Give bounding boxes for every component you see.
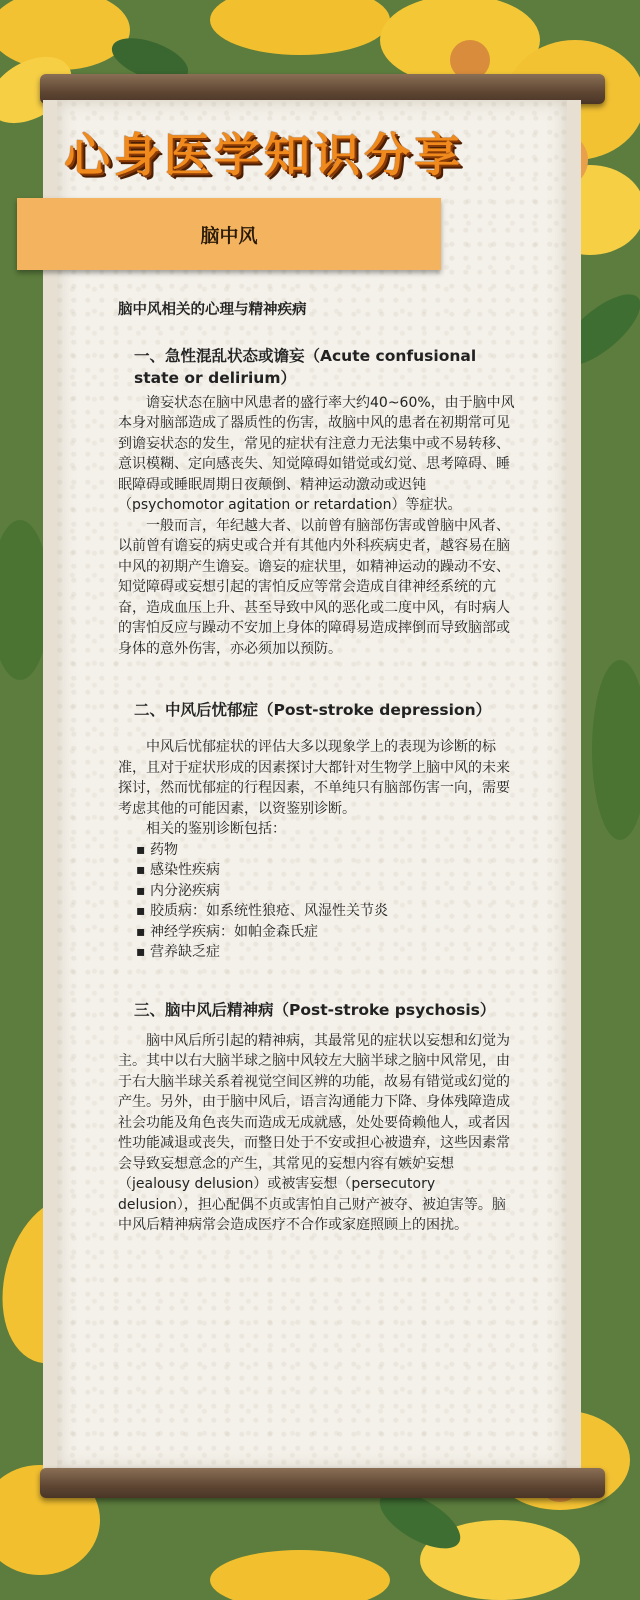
page-title: 心身医学知识分享 (64, 128, 464, 182)
section-paragraph: 相关的鉴别诊断包括： (146, 821, 286, 837)
section-paragraph: 中风后忧郁症状的评估大多以现象学上的表现为诊断的标准，且对于症状形成的因素探讨大都针对生物学上脑中风的未来探讨，然而忧郁症的行程因素，不单纯只有脑部伤害一向，需要考虑其他的可能因素，以资鉴别诊断。 (118, 739, 510, 817)
section-title: 三、脑中风后精神病（Post-stroke psychosis） (134, 1000, 496, 1019)
list-item: ▪ 胶质病：如系统性狼疮、风湿性关节炎 (118, 901, 518, 922)
list-item: ▪ 内分泌疾病 (118, 881, 518, 902)
paper-edge-right (567, 100, 581, 1470)
list-item: ▪ 神经学疾病：如帕金森氏症 (118, 922, 518, 943)
diagnosis-list (118, 840, 518, 963)
paper-edge-left (43, 100, 57, 1470)
section-paragraph: 一般而言，年纪越大者、以前曾有脑部伤害或曾脑中风者、以前曾有谵妄的病史或合并有其他内外科疾病史者，越容易在脑中风的初期产生谵妄。谵妄的症状里，如精神运动的躁动不安、知觉障碍或妄想引起的害怕反应等常会造成自律神经系统的亢奋，造成血压上升、甚至导致中风的恶化或二度中风，有时病人的害怕反应与躁动不安加上身体的障碍易造成摔倒而导致脑部或身体的意外伤害，亦必须加以预防。 (118, 517, 510, 657)
list-item: ▪ 药物 (118, 840, 518, 861)
section-title: 一、急性混乱状态或谵妄（Acute confusional state or delirium） (134, 346, 477, 387)
topic-banner (17, 198, 441, 270)
list-item: ▪ 营养缺乏症 (118, 942, 518, 963)
section-paragraph: 脑中风后所引起的精神病，其最常见的症状以妄想和幻觉为主。其中以右大脑半球之脑中风较左大脑半球之脑中风常见，由于右大脑半球关系着视觉空间区辨的功能，故易有错觉或幻觉的产生。另外，由于脑中风后，语言沟通能力下降、身体残障造成社会功能及角色丧失而造成无成就感，处处要倚赖他人，或者因性功能减退或丧失，而整日处于不安或担心被遗弃，这些因素常会导致妄想意念的产生，其常见的妄想内容有嫉妒妄想（jealousy delusion）或被害妄想（persecutory delusion），担心配偶不贞或害怕自己财产被夺、被迫害等。脑中风后精神病常会造成医疗不合作或家庭照顾上的困扰。 (118, 1032, 510, 1233)
scroll-rod-bottom (40, 1468, 605, 1498)
section-paragraph: 谵妄状态在脑中风患者的盛行率大约40~60%，由于脑中风本身对脑部造成了器质性的伤害，故脑中风的患者在初期常可见到谵妄状态的发生，常见的症状有注意力无法集中或不易转移、意识模糊、定向感丧失、知觉障碍如错觉或幻觉、思考障碍、睡眠障碍或睡眠周期日夜颠倒、精神运动激动或迟钝（psychomotor agitation or retardation）等症状。 (118, 394, 515, 513)
list-item: ▪ 感染性疾病 (118, 860, 518, 881)
intro-heading: 脑中风相关的心理与精神疾病 (118, 302, 307, 318)
article-content (118, 300, 518, 1236)
topic-banner-label: 脑中风 (200, 224, 258, 247)
section-title: 二、中风后忧郁症（Post-stroke depression） (134, 701, 492, 719)
